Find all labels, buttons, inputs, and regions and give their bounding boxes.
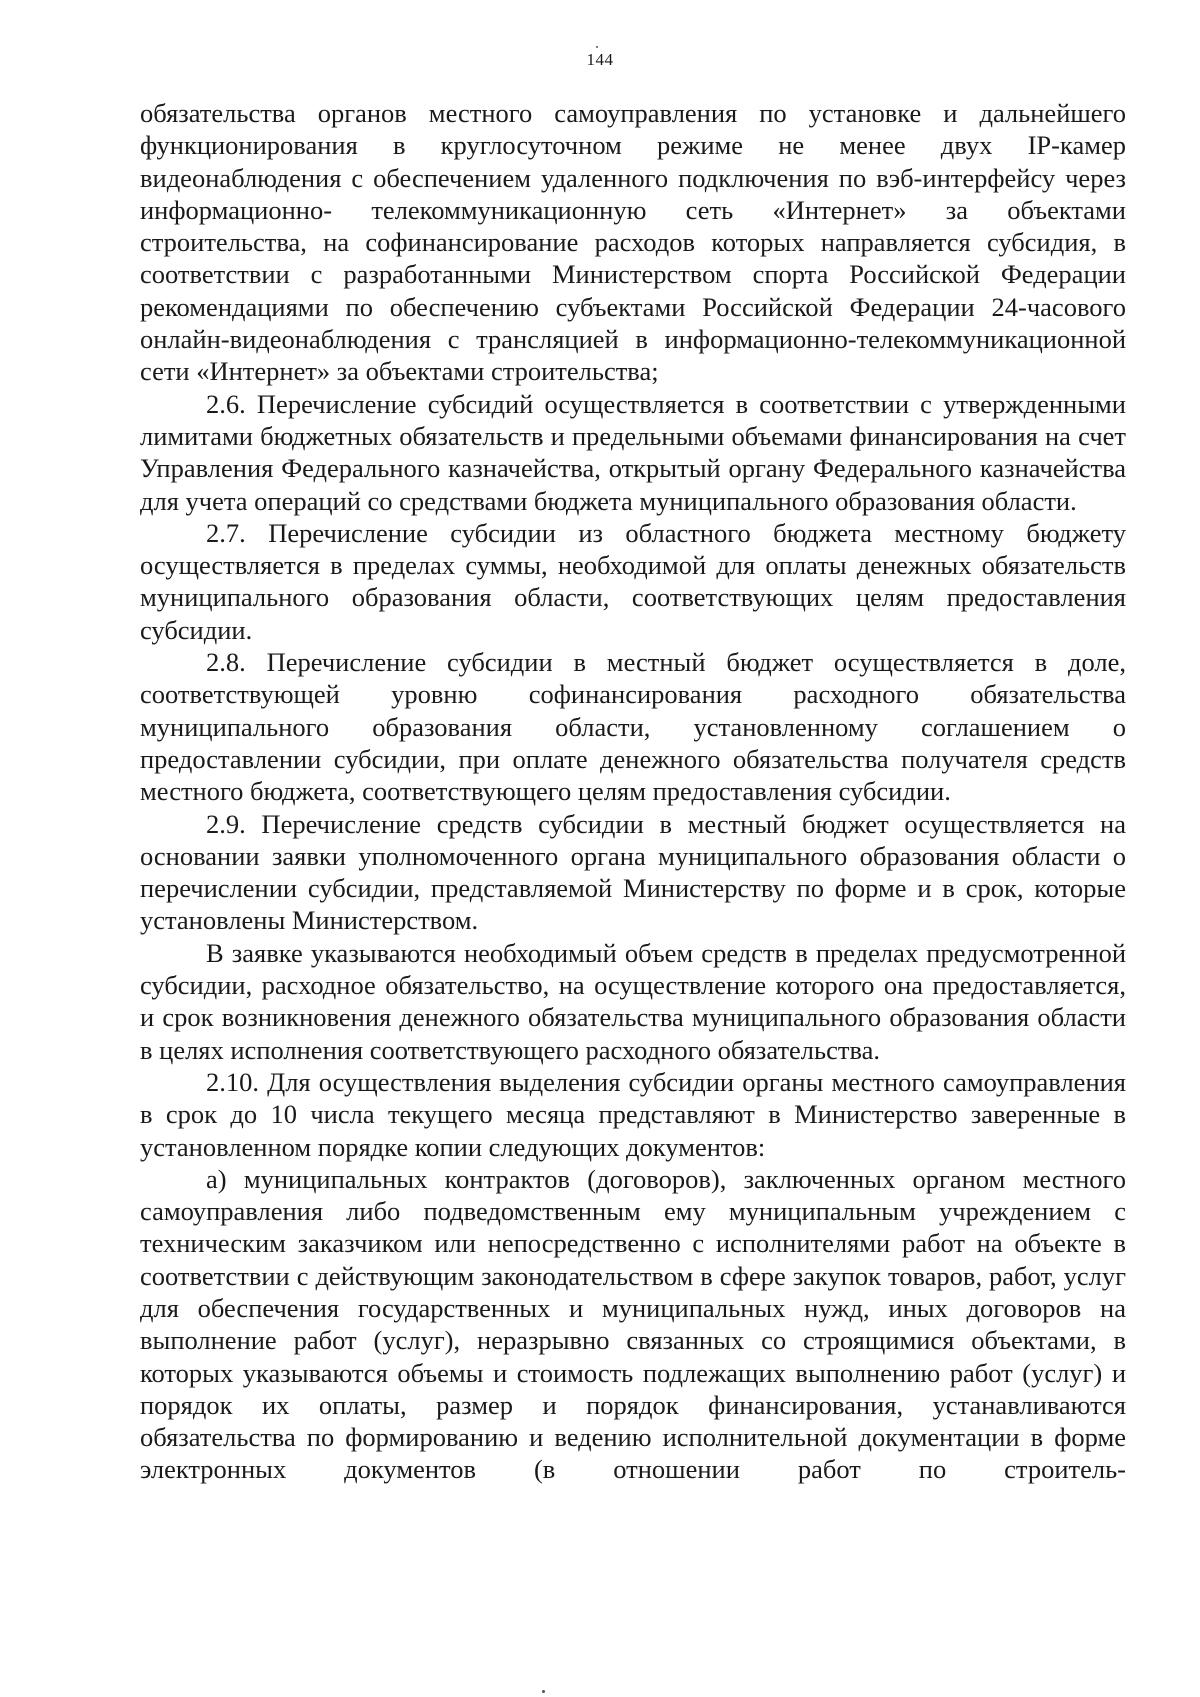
paragraph-2-8: 2.8. Перечисление субсидии в местный бюджет осуществляется в доле, соответствующей уровню софинансирования расходного обязательства муниципального образования области, установленному соглашением о предоставлении субсидии, при оплате денежного обязательства получателя средств местного бюджета, соответствующего целям предоставления субсидии. <box>140 647 1126 807</box>
document-body <box>140 97 1126 1486</box>
scan-speck <box>542 1690 545 1693</box>
paragraph-2-7: 2.7. Перечисление субсидии из областного бюджета местному бюджету осуществляется в пределах суммы, необходимой для оплаты денежных обязательств муниципального образования области, соответствующих целям предоставления субсидии. <box>140 517 1126 645</box>
page-number: 144 <box>586 50 614 69</box>
paragraph-2-9: 2.9. Перечисление средств субсидии в местный бюджет осуществляется на основании заявки уполномоченного органа муниципального образования области о перечислении субсидии, представляемой Министерству по форме и в срок, которые установлены Министерством. <box>140 808 1126 936</box>
scan-speck <box>596 46 598 48</box>
paragraph-item-a: а) муниципальных контрактов (договоров), заключенных органом местного самоуправления либо подведомственным ему муниципальным учреждением с техническим заказчиком или непосредственно с исполнителями работ на объекте в соответствии с действующим законодательством в сфере закупок товаров, работ, услуг для обеспечения государственных и муниципальных нужд, иных договоров на выполнение работ (услуг), неразрывно связанных со строящимися объектами, в которых указываются объемы и стоимость подлежащих выполнению работ (услуг) и порядок их оплаты, размер и порядок финансирования, устанавливаются обязательства по формированию и ведению исполнительной документации в форме электронных документов (в отношении работ по строитель- <box>140 1163 1126 1485</box>
paragraph-2-10: 2.10. Для осуществления выделения субсидии органы местного самоуправления в срок до 10 числа текущего месяца представляют в Министерство заверенные в установленном порядке копии следующих документов: <box>140 1066 1126 1162</box>
paragraph-2-6: 2.6. Перечисление субсидий осуществляется в соответствии с утвержденными лимитами бюджетных обязательств и предельными объемами финансирования на счет Управления Федерального казначейства, открытый органу Федерального казначейства для учета операций со средствами бюджета муниципального образования области. <box>140 388 1126 516</box>
paragraph-application: В заявке указываются необходимый объем средств в пределах предусмотренной субсидии, расходное обязательство, на осуществление которого она предоставляется, и срок возникновения денежного обязательства муниципального образования области в целях исполнения соответствующего расходного обязательства. <box>140 937 1126 1065</box>
paragraph-continued: обязательства органов местного самоуправления по установке и дальнейшего функционирования в круглосуточном режиме не менее двух IP-камер видеонаблюдения с обеспечением удаленного подключения по вэб-интерфейсу через информационно- телекоммуникационную сеть «Интернет» за объектами строительства, на софинансирование расходов которых направляется субсидия, в соответствии с разработанными Министерством спорта Российской Федерации рекомендациями по обеспечению субъектами Российской Федерации 24-часового онлайн-видеонаблюдения с трансляцией в информационно-телекоммуникационной сети «Интернет» за объектами строительства; <box>140 98 1126 387</box>
